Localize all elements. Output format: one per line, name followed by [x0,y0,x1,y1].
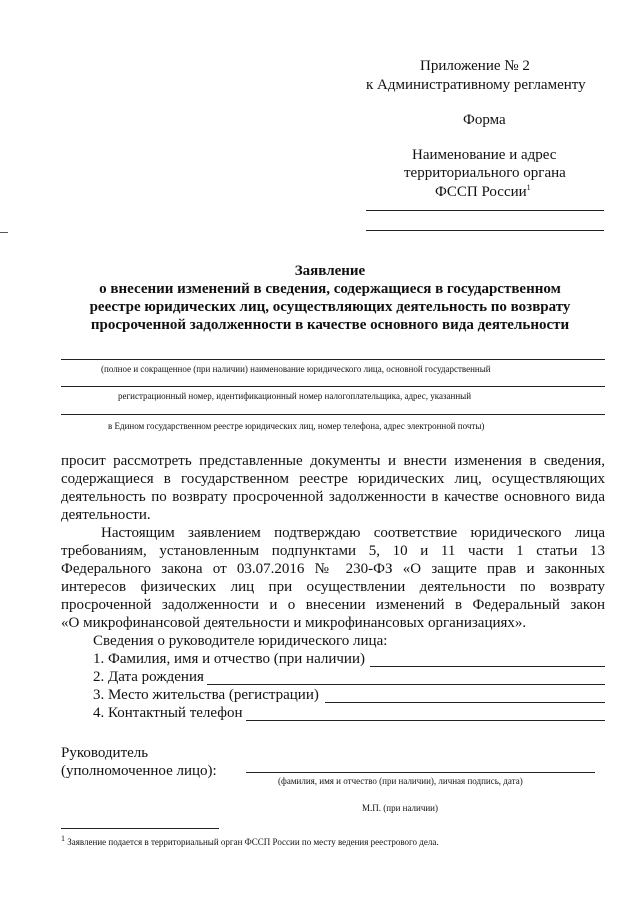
regulation-reference: к Административному регламенту [366,77,586,93]
footnote-mark: 1 [61,834,65,843]
paragraph-1-line-4: деятельности. [61,507,151,523]
addressee-line-3: ФССП России$^1$ [435,183,531,200]
footnote-text: $^1$ Заявление подается в территориальный орган ФССП России по месту ведения реестрового дела. [61,834,439,847]
form-label: Форма [463,112,506,128]
signature-line[interactable] [246,772,595,773]
paragraph-1-line-3: деятельность по возврату просроченной задолженности в качестве основного вида [61,489,605,505]
field-residence-line[interactable] [325,702,605,703]
field-full-name-line[interactable] [370,666,605,667]
addressee-blank-line-2 [366,230,604,231]
paragraph-2-line-6: «О микрофинансовой деятельности и микрофинансовых организациях». [61,615,527,631]
signature-label-authorized: (уполномоченное лицо): [61,763,217,779]
paragraph-1-line-2: содержащиеся в государственном реестре юридических лиц, осуществляющих [61,471,605,487]
field-residence-label: 3. Место жительства (регистрации) [93,687,319,703]
paragraph-1-line-1: просит рассмотреть представленные документы и внести изменения в сведения, [61,453,605,469]
document-heading: Заявление [294,263,366,279]
paragraph-2-line-3: Федерального закона от 03.07.2016 № 230-ФЗ «О защите прав и законных [61,561,605,577]
title-line-3: просроченной задолженности в качестве основного вида деятельности [90,317,570,333]
title-line-2: реестре юридических лиц, осуществляющих деятельность по возврату [89,299,571,315]
signature-caption: (фамилия, имя и отчество (при наличии), личная подпись, дата) [278,776,523,786]
footnote-reference: 1 [526,183,531,192]
field-full-name-label: 1. Фамилия, имя и отчество (при наличии) [93,651,365,667]
field-birth-date-line[interactable] [207,684,605,685]
paragraph-2-line-2: требованиям, установленным подпунктами 5, 10 и 11 части 1 статьи 13 [61,543,605,559]
margin-mark [0,232,8,233]
stamp-note: М.П. (при наличии) [362,803,438,813]
footnote-separator [61,828,219,829]
applicant-caption-3: в Едином государственном реестре юридических лиц, номер телефона, адрес электронной почты) [108,421,485,431]
applicant-caption-2: регистрационный номер, идентификационный номер налогоплательщика, адрес, указанный [118,391,472,401]
applicant-line-3 [61,414,605,415]
title-line-1: о внесении изменений в сведения, содержащиеся в государственном [99,281,561,297]
applicant-line-2 [61,386,605,387]
field-phone-label: 4. Контактный телефон [93,705,243,721]
applicant-line-1 [61,359,605,360]
paragraph-2-line-5: просроченной задолженности и о внесении изменений в Федеральный закон [61,597,605,613]
addressee-line-1: Наименование и адрес [412,147,557,163]
addressee-line-2: территориального органа [404,165,566,181]
applicant-caption-1: (полное и сокращенное (при наличии) наименование юридического лица, основной государственный [101,364,491,374]
signature-label-head: Руководитель [61,745,149,761]
head-info-heading: Сведения о руководителе юридического лица: [93,633,388,649]
paragraph-2-line-1: Настоящим заявлением подтверждаю соответствие юридического лица [101,525,605,541]
field-phone-line[interactable] [246,720,605,721]
addressee-blank-line-1 [366,210,604,211]
field-birth-date-label: 2. Дата рождения [93,669,204,685]
paragraph-2-line-4: интересов физических лиц при осуществлении деятельности по возврату [61,579,605,595]
appendix-number: Приложение № 2 [420,58,530,74]
